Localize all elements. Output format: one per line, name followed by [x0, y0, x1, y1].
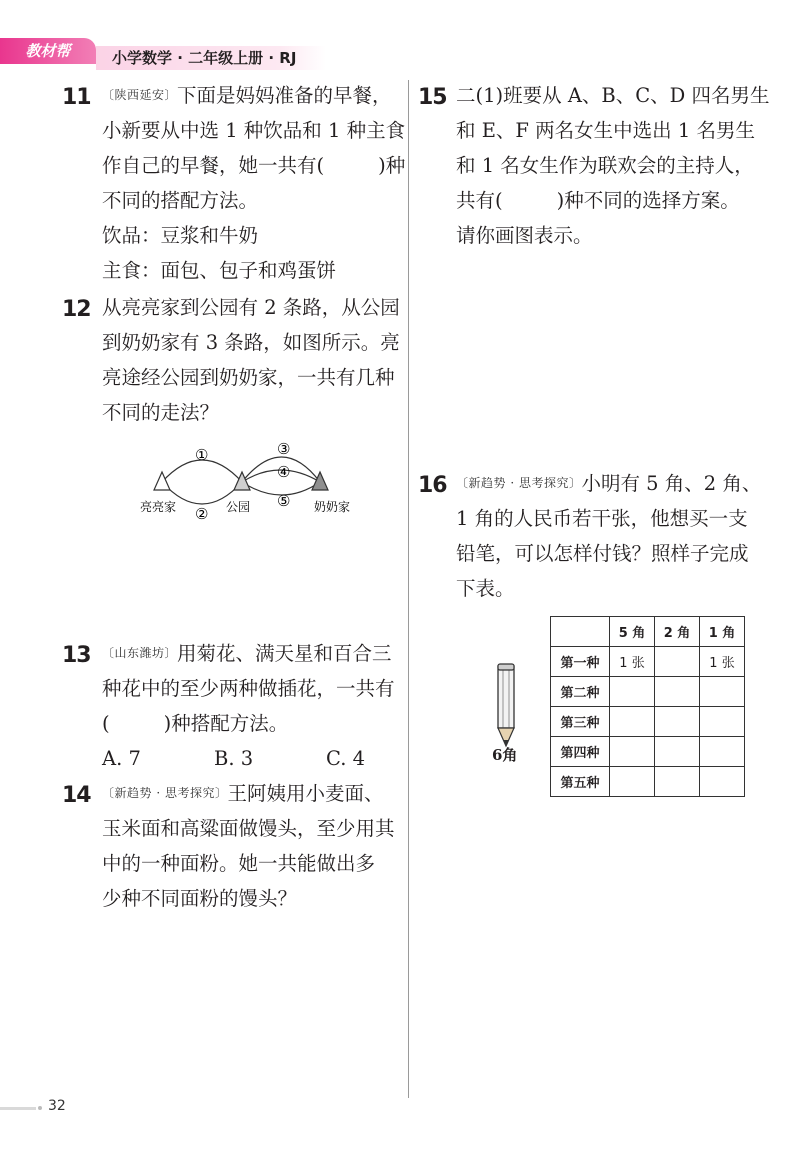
table-row	[551, 767, 745, 797]
table-row	[551, 647, 745, 677]
q16-line2: 1 角的人民币若干张，他想买一支	[456, 507, 748, 530]
table-cell[interactable]	[610, 677, 655, 707]
q11-line4: 不同的搭配方法。	[102, 189, 259, 212]
option-b[interactable]: B. 3	[214, 747, 254, 770]
q13-line1: 用菊花、满天星和百合三	[177, 642, 392, 665]
payment-table	[550, 616, 745, 797]
row-label: 第三种	[551, 707, 610, 737]
q11-line2: 小新要从中选 1 种饮品和 1 种主食	[102, 119, 406, 142]
q14-line3: 中的一种面粉。她一共能做出多	[102, 852, 376, 875]
question-16	[456, 466, 761, 606]
question-number-15: 15	[418, 85, 447, 110]
source-tag: 〔新趋势 · 思考探究〕	[102, 786, 228, 800]
option-a[interactable]: A. 7	[102, 747, 141, 770]
table-cell[interactable]	[655, 647, 700, 677]
table-row	[551, 677, 745, 707]
source-tag: 〔陕西延安〕	[102, 88, 178, 102]
book-title: 小学数学 · 二年级上册 · RJ	[112, 49, 297, 67]
table-cell[interactable]	[610, 707, 655, 737]
route-label-1: ①	[195, 446, 209, 464]
brand-badge: 教材帮	[0, 38, 96, 64]
column-divider	[408, 80, 409, 1098]
question-15	[456, 78, 770, 253]
question-number-11: 11	[62, 85, 91, 110]
option-c[interactable]: C. 4	[326, 747, 366, 770]
route-label-4: ④	[277, 463, 291, 481]
pencil-price: 6角	[492, 746, 518, 764]
column-header: 5 角	[610, 617, 655, 647]
q16-line1: 小明有 5 角、2 角、	[581, 472, 762, 495]
route-label-5: ⑤	[277, 492, 291, 510]
q16-line4: 下表。	[456, 577, 515, 600]
q15-line2: 和 E、F 两名女生中选出 1 名男生	[456, 119, 755, 142]
question-number-12: 12	[62, 297, 91, 322]
column-header: 2 角	[655, 617, 700, 647]
table-cell[interactable]	[700, 677, 745, 707]
table-cell[interactable]	[700, 767, 745, 797]
question-number-16: 16	[418, 473, 447, 498]
q11-line1: 下面是妈妈准备的早餐，	[177, 84, 392, 107]
q15-line1: 二(1)班要从 A、B、C、D 四名男生	[456, 84, 770, 107]
q13-line2: 种花中的至少两种做插花，一共有	[102, 677, 395, 700]
q11-line3a: 作自己的早餐，她一共有(	[102, 154, 325, 177]
route-diagram	[130, 432, 370, 524]
question-11	[102, 78, 405, 288]
table-cell[interactable]: 1 张	[700, 647, 745, 677]
q15-line4a: 共有(	[456, 189, 503, 212]
footer-dot	[38, 1106, 42, 1110]
q12-line4: 不同的走法？	[102, 401, 220, 424]
grandma-label: 奶奶家	[314, 500, 351, 514]
row-label: 第五种	[551, 767, 610, 797]
q13-line3b: )种搭配方法。	[163, 712, 289, 735]
table-row	[551, 737, 745, 767]
table-cell[interactable]: 1 张	[610, 647, 655, 677]
table-row	[551, 707, 745, 737]
row-label: 第二种	[551, 677, 610, 707]
q15-line4b: )种不同的选择方案。	[556, 189, 740, 212]
q14-line1: 王阿姨用小麦面、	[227, 782, 384, 805]
footer-rule	[0, 1107, 36, 1110]
question-13	[102, 636, 438, 776]
table-corner	[551, 617, 610, 647]
question-14	[102, 776, 395, 916]
q15-line3: 和 1 名女生作为联欢会的主持人，	[456, 154, 754, 177]
table-cell[interactable]	[610, 767, 655, 797]
q12-line2: 到奶奶家有 3 条路，如图所示。亮	[102, 331, 400, 354]
pencil-eraser	[498, 664, 514, 670]
question-number-13: 13	[62, 643, 91, 668]
page-number: 32	[48, 1098, 66, 1114]
q11-staples: 主食：面包、包子和鸡蛋饼	[102, 259, 337, 282]
q13-line3a: (	[102, 712, 110, 735]
q16-line3: 铅笔，可以怎样付钱？照样子完成	[456, 542, 749, 565]
table-header-row	[551, 617, 745, 647]
q13-options	[102, 741, 438, 776]
source-tag: 〔山东潍坊〕	[102, 646, 178, 660]
home-triangle	[154, 472, 170, 490]
park-label: 公园	[226, 500, 251, 514]
q15-line5: 请你画图表示。	[456, 224, 593, 247]
table-cell[interactable]	[655, 707, 700, 737]
table-cell[interactable]	[655, 677, 700, 707]
pencil-body	[498, 666, 514, 728]
q14-line2: 玉米面和高粱面做馒头，至少用其	[102, 817, 395, 840]
table-cell[interactable]	[700, 737, 745, 767]
table-cell[interactable]	[610, 737, 655, 767]
q11-line3b: )种	[378, 154, 406, 177]
route-label-2: ②	[195, 505, 209, 523]
table-cell[interactable]	[655, 767, 700, 797]
row-label: 第一种	[551, 647, 610, 677]
column-header: 1 角	[700, 617, 745, 647]
row-label: 第四种	[551, 737, 610, 767]
source-tag: 〔新趋势 · 思考探究〕	[456, 476, 582, 490]
q14-line4: 少种不同面粉的馒头？	[102, 887, 298, 910]
q12-line1: 从亮亮家到公园有 2 条路，从公园	[102, 296, 400, 319]
home-label: 亮亮家	[140, 500, 177, 514]
route-label-3: ③	[277, 440, 291, 458]
question-number-14: 14	[62, 783, 91, 808]
q11-drinks: 饮品：豆浆和牛奶	[102, 224, 259, 247]
question-12	[102, 290, 400, 430]
q12-line3: 亮途经公园到奶奶家，一共有几种	[102, 366, 395, 389]
table-cell[interactable]	[700, 707, 745, 737]
table-cell[interactable]	[655, 737, 700, 767]
